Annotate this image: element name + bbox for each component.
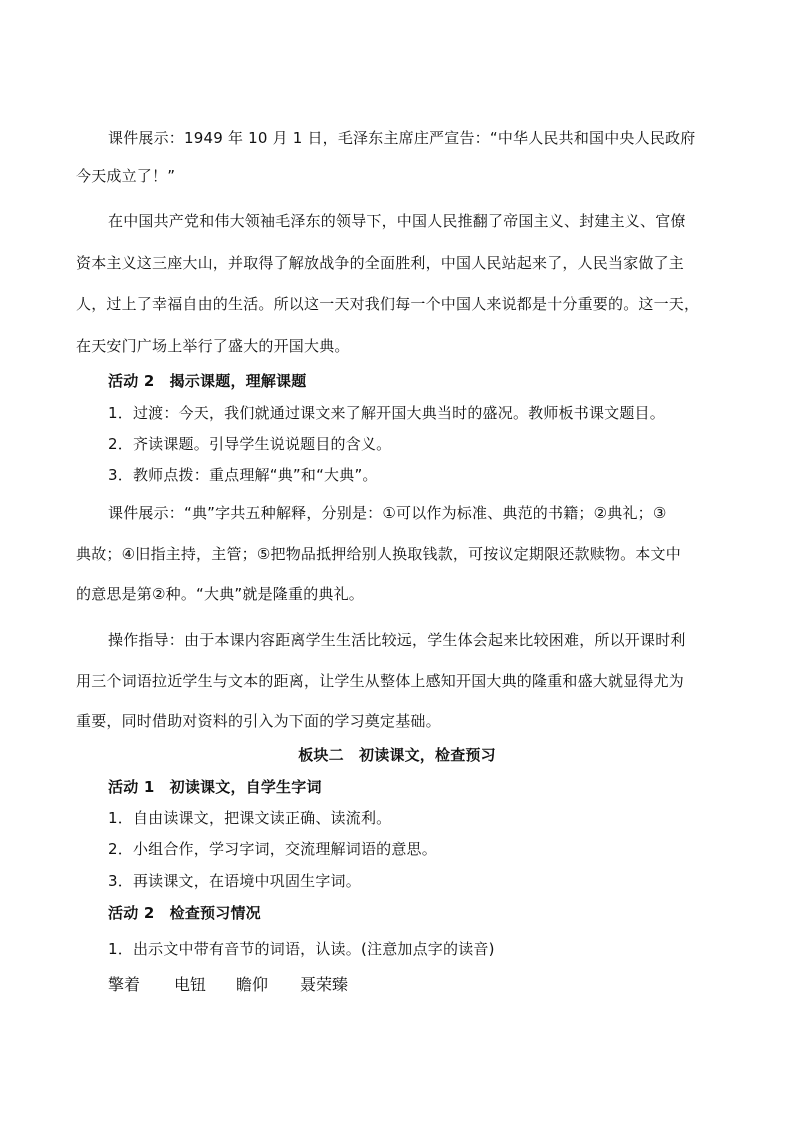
list-item: 1．过渡：今天，我们就通过课文来了解开国大典当时的盛况。教师板书课文题目。 [108, 404, 665, 422]
paragraph-line: 课件展示：1949 年 10 月 1 日，毛泽东主席庄严宣告：“中华人民共和国中央人民政府 [108, 129, 696, 147]
vocab-word: 瞻仰 [236, 975, 269, 994]
paragraph-line: 今天成立了！” [76, 167, 176, 185]
vocab-word: 电钮 [174, 975, 207, 994]
list-item: 2．小组合作，学习字词，交流理解词语的意思。 [108, 840, 437, 858]
activity-heading: 活动 2 检查预习情况 [108, 904, 261, 922]
vocab-word: 聂荣臻 [300, 975, 349, 994]
list-item: 3．再读课文，在语境中巩固生字词。 [108, 872, 361, 890]
list-item: 1．自由读课文，把课文读正确、读流利。 [108, 809, 392, 827]
paragraph-line: 典故；④旧指主持，主管；⑤把物品抵押给别人换取钱款，可按议定期限还款赎物。本文中 [76, 545, 681, 563]
paragraph-line: 在天安门广场上举行了盛大的开国大典。 [76, 337, 350, 355]
list-item: 3．教师点拨：重点理解“典”和“大典”。 [108, 466, 378, 484]
paragraph-line: 操作指导：由于本课内容距离学生生活比较远，学生体会起来比较困难，所以开课时利 [108, 631, 686, 649]
list-item: 1．出示文中带有音节的词语，认读。(注意加点字的读音) [108, 940, 495, 958]
list-item: 2．齐读课题。引导学生说说题目的含义。 [108, 435, 392, 453]
activity-heading: 活动 2 揭示课题，理解课题 [108, 372, 307, 390]
paragraph-line: 重要，同时借助对资料的引入为下面的学习奠定基础。 [76, 712, 441, 730]
vocab-word: 擎着 [108, 975, 141, 994]
paragraph-line: 课件展示：“典”字共五种解释，分别是：①可以作为标准、典范的书籍；②典礼；③ [108, 504, 667, 522]
activity-heading: 活动 1 初读课文，自学生字词 [108, 778, 322, 796]
paragraph-line: 资本主义这三座大山，并取得了解放战争的全面胜利，中国人民站起来了，人民当家做了主 [76, 254, 685, 272]
paragraph-line: 的意思是第②种。“大典”就是隆重的典礼。 [76, 585, 364, 603]
paragraph-line: 用三个词语拉近学生与文本的距离，让学生从整体上感知开国大典的隆重和盛大就显得尤为 [76, 672, 685, 690]
paragraph-line: 在中国共产党和伟大领袖毛泽东的领导下，中国人民推翻了帝国主义、封建主义、官僚 [108, 212, 686, 230]
paragraph-line: 人，过上了幸福自由的生活。所以这一天对我们每一个中国人来说都是十分重要的。这一天， [76, 295, 700, 313]
section-heading: 板块二 初读课文，检查预习 [298, 746, 496, 764]
